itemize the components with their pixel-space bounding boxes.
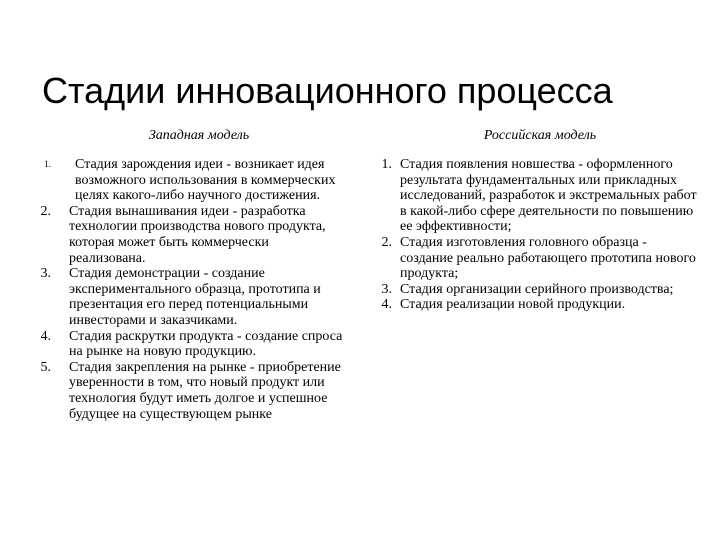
item-text: Стадия закрепления на рынке - приобретение уверенности в том, что новый продукт или технология будут иметь долгое и успешное будущее на существующем рынке bbox=[69, 359, 341, 422]
western-stage-item bbox=[14, 157, 344, 204]
item-text: Стадия изготовления головного образца - создание реально работающего прототипа нового продукта; bbox=[400, 234, 696, 282]
item-text: Стадия появления новшества - оформленного результата фундаментальных или прикладных исследований, разработок и экстремальных работ в какой-либо сфере деятельности по повышению ее эффективности; bbox=[400, 157, 697, 235]
item-text: Стадия реализации новой продукции. bbox=[400, 297, 626, 313]
western-stage-item bbox=[14, 329, 344, 360]
item-text: Стадия демонстрации - создание экспериментального образца, прототипа и презентация его перед потенциальными инвесторами и заказчиками. bbox=[69, 266, 321, 328]
western-stage-item bbox=[14, 204, 344, 266]
item-number: 3. bbox=[381, 281, 392, 297]
item-number: 5. bbox=[40, 359, 51, 375]
item-number: 1. bbox=[44, 159, 51, 169]
western-model-column bbox=[14, 128, 344, 422]
slide-title: Стадии инновационного процесса bbox=[42, 70, 613, 112]
item-number: 2. bbox=[381, 234, 392, 250]
russian-stage-item bbox=[370, 282, 700, 298]
item-text: Стадия организации серийного производства; bbox=[400, 281, 674, 297]
western-stage-item bbox=[14, 360, 344, 422]
item-text: Стадия раскрутки продукта - создание спроса на рынке на новую продукцию. bbox=[69, 328, 343, 360]
russian-model-heading: Российская модель bbox=[483, 128, 597, 143]
item-number: 4. bbox=[40, 328, 51, 344]
item-number: 3. bbox=[40, 266, 51, 282]
russian-model-list bbox=[370, 157, 700, 313]
item-number: 4. bbox=[381, 297, 392, 313]
western-stage-item bbox=[14, 266, 344, 328]
russian-stage-item bbox=[370, 157, 700, 235]
item-text: Стадия вынашивания идеи - разработка технологии производства нового продукта, которая может быть коммерчески реализована. bbox=[69, 203, 326, 266]
item-number: 1. bbox=[381, 157, 392, 172]
item-number: 2. bbox=[40, 203, 51, 219]
western-model-heading: Западная модель bbox=[148, 128, 250, 143]
russian-stage-item bbox=[370, 235, 700, 282]
russian-model-column bbox=[370, 128, 700, 313]
item-text: Стадия зарождения идеи - возникает идея возможного использования в коммерческих целях какого-либо научного достижения. bbox=[75, 157, 336, 204]
western-model-list bbox=[14, 157, 344, 422]
russian-stage-item bbox=[370, 297, 700, 313]
